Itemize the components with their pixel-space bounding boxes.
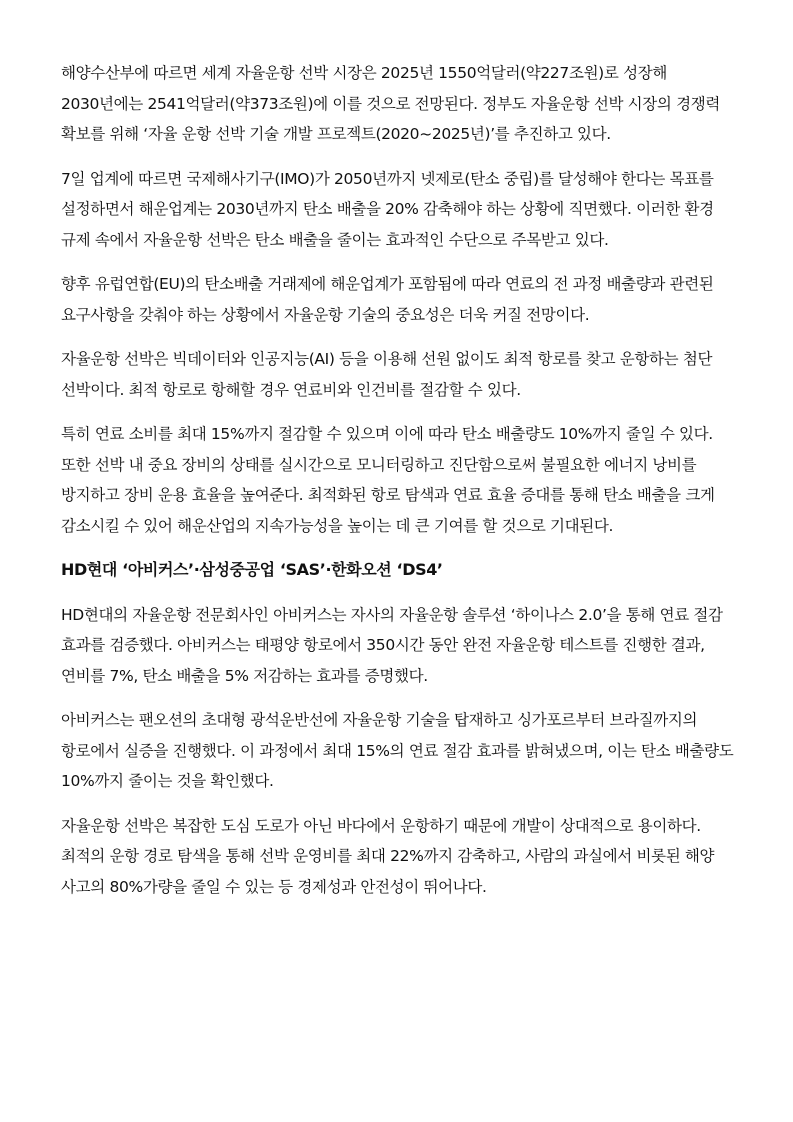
paragraph-imo-netzero: 7일 업계에 따르면 국제해사기구(IMO)가 2050년까지 넷제로(탄소 중립)를 달성해야 한다는 목표를 설정하면서 해운업계는 2030년까지 탄소 배출을 20% 감축해야 하는 상황에 직면했다. 이러한 환경 규제 속에서 자율운항 선박은 탄소 배출을 줄이는 효과적인 수단으로 주목받고 있다. [61,169,714,249]
paragraph-fuel-savings: 특히 연료 소비를 최대 15%까지 절감할 수 있으며 이에 따라 탄소 배출량도 10%까지 줄일 수 있다. 또한 선박 내 중요 장비의 상태를 실시간으로 모니터링하고 진단함으로써 불필요한 에너지 낭비를 방지하고 장비 운용 효율을 높여준다. 최적화된 항로 탐색과 연료 효율 증대를 통해 탄소 배출을 크게 감소시킬 수 있어 해운산업의 지속가능성을 높이는 데 큰 기여를 할 것으로 기대된다. [61,425,715,535]
paragraph-market-outlook: 해양수산부에 따르면 세계 자율운항 선박 시장은 2025년 1550억달러(약227조원)로 성장해 2030년에는 2541억달러(약373조원)에 이를 것으로 전망된다. 정부도 자율운항 선박 시장의 경쟁력 확보를 위해 ‘자율 운항 선박 기술 개발 프로젝트(2020~2025년)’를 추진하고 있다. [61,64,720,143]
paragraph-avikus-hinas: HD현대의 자율운항 전문회사인 아비커스는 자사의 자율운항 솔루션 ‘하이나스 2.0’을 통해 연료 절감 효과를 검증했다. 아비커스는 태평양 항로에서 350시간 동안 완전 자율운항 테스트를 진행한 결과, 연비를 7%, 탄소 배출을 5% 저감하는 효과를 증명했다. [61,605,723,685]
paragraph-autonomous-ship-definition: 자율운항 선박은 빅데이터와 인공지능(AI) 등을 이용해 선원 없이도 최적 항로를 찾고 운항하는 첨단 선박이다. 최적 항로로 항해할 경우 연료비와 인건비를 절감할 수 있다. [61,350,713,399]
section-heading: HD현대 ‘아비커스’·삼성중공업 ‘SAS’·한화오션 ‘DS4’ [61,560,443,579]
article-body [61,58,737,916]
paragraph-avikus-panocean: 아비커스는 팬오션의 초대형 광석운반선에 자율운항 기술을 탑재하고 싱가포르부터 브라질까지의 항로에서 실증을 진행했다. 이 과정에서 최대 15%의 연료 절감 효과를 밝혀냈으며, 이는 탄소 배출량도 10%까지 줄이는 것을 확인했다. [61,711,734,790]
paragraph-eu-ets: 향후 유럽연합(EU)의 탄소배출 거래제에 해운업계가 포함됨에 따라 연료의 전 과정 배출량과 관련된 요구사항을 갖춰야 하는 상황에서 자율운항 기술의 중요성은 더욱 커질 전망이다. [61,275,714,324]
paragraph-economics-safety: 자율운항 선박은 복잡한 도심 도로가 아닌 바다에서 운항하기 때문에 개발이 상대적으로 용이하다. 최적의 운항 경로 탐색을 통해 선박 운영비를 최대 22%까지 감축하고, 사람의 과실에서 비롯된 해양 사고의 80%가량을 줄일 수 있는 등 경제성과 안전성이 뛰어나다. [61,816,715,896]
